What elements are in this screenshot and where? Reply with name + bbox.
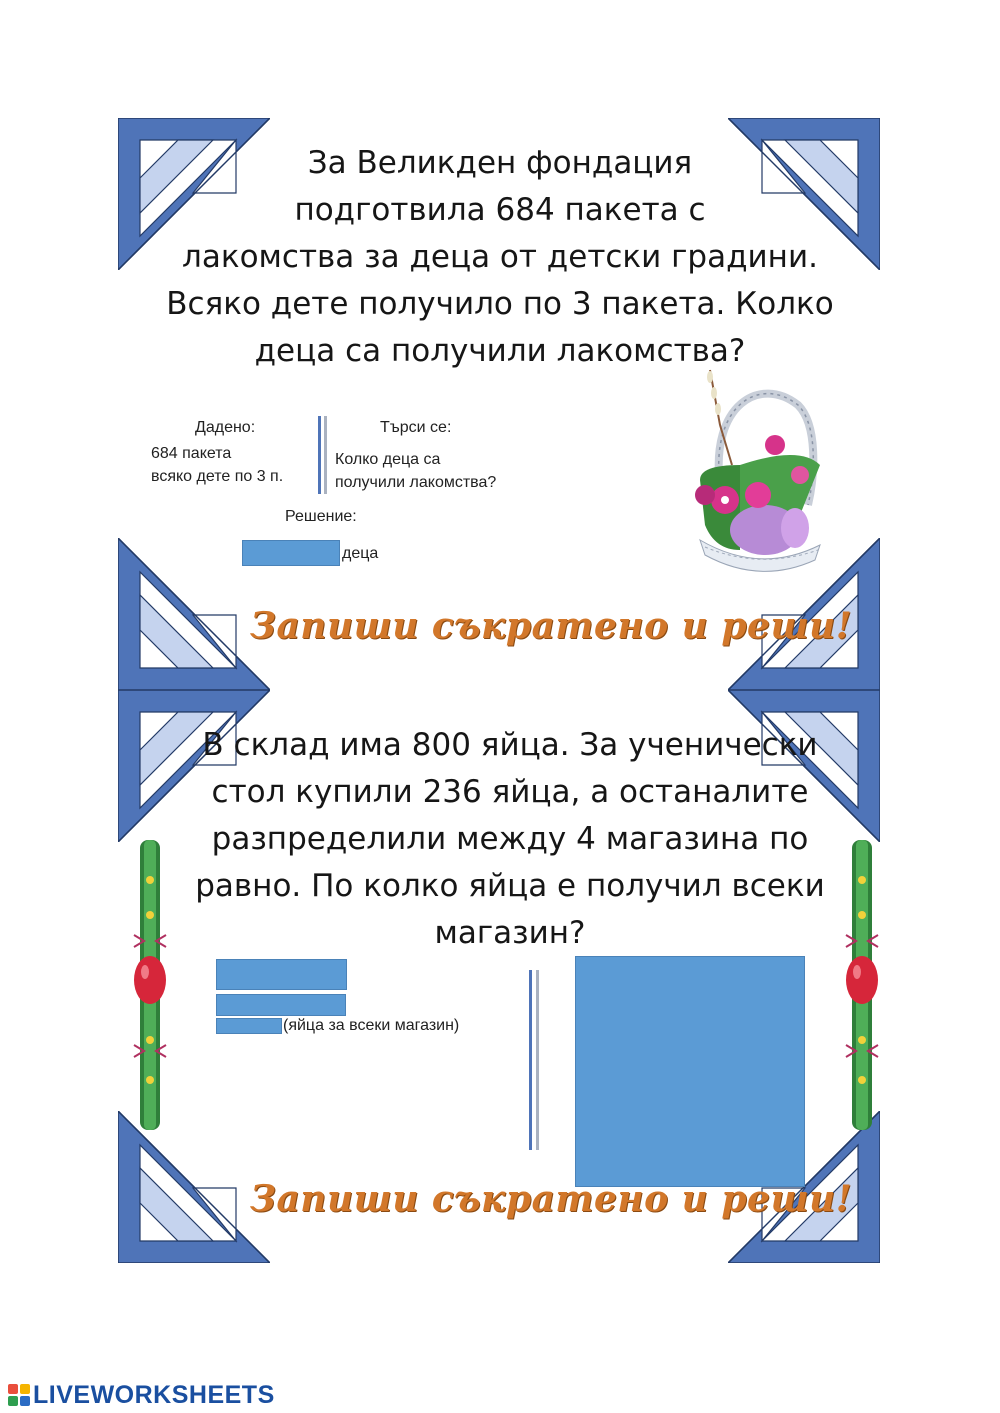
find-list bbox=[335, 448, 496, 494]
problem-line: лакомства за деца от детски градини. bbox=[182, 239, 818, 275]
given-item: всяко дете по 3 п. bbox=[151, 468, 284, 485]
answer-input[interactable] bbox=[575, 956, 805, 1187]
problem-line: деца са получили лакомства? bbox=[254, 333, 746, 369]
solution-label: Решение: bbox=[285, 508, 357, 525]
divider bbox=[318, 416, 321, 494]
divider bbox=[324, 416, 327, 494]
problem-line: Всяко дете получило по 3 пакета. Колко bbox=[166, 286, 834, 322]
problem-line: подготвила 684 пакета с bbox=[294, 192, 706, 228]
divider bbox=[529, 970, 532, 1150]
given-list bbox=[151, 442, 283, 488]
problem-line: магазин? bbox=[434, 915, 586, 951]
problem-line: стол купили 236 яйца, а останалите bbox=[211, 774, 809, 810]
problem-line: равно. По колко яйца е получил всеки bbox=[195, 868, 825, 904]
easter-basket-icon bbox=[680, 365, 830, 580]
find-label: Търси се: bbox=[380, 419, 452, 436]
liveworksheets-logo-icon bbox=[8, 1384, 30, 1406]
answer-input[interactable] bbox=[216, 994, 346, 1016]
easter-garland-icon bbox=[128, 840, 172, 1130]
corner-ornament-icon bbox=[118, 1111, 270, 1263]
problem-line: В склад има 800 яйца. За ученически bbox=[202, 727, 818, 763]
find-item: Колко деца са bbox=[335, 451, 441, 468]
problem-2-text bbox=[185, 722, 835, 957]
divider bbox=[536, 970, 539, 1150]
answer-unit: деца bbox=[342, 545, 379, 562]
answer-input[interactable] bbox=[242, 540, 340, 566]
answer-input[interactable] bbox=[216, 1018, 282, 1034]
footer-brand bbox=[8, 1380, 275, 1410]
slogan-text: Запиши съкратено и реши! bbox=[250, 605, 853, 647]
given-label: Дадено: bbox=[195, 419, 256, 436]
answer-unit: (яйца за всеки магазин) bbox=[283, 1017, 460, 1034]
problem-line: За Великден фондация bbox=[307, 145, 693, 181]
find-item: получили лакомства? bbox=[335, 474, 497, 491]
slogan-text: Запиши съкратено и реши! bbox=[250, 1178, 853, 1220]
given-item: 684 пакета bbox=[151, 445, 232, 462]
problem-line: разпределили между 4 магазина по bbox=[211, 821, 809, 857]
answer-input[interactable] bbox=[216, 959, 347, 990]
easter-garland-icon bbox=[840, 840, 884, 1130]
problem-1-text bbox=[160, 140, 840, 375]
brand-name: LIVEWORKSHEETS bbox=[33, 1380, 275, 1409]
